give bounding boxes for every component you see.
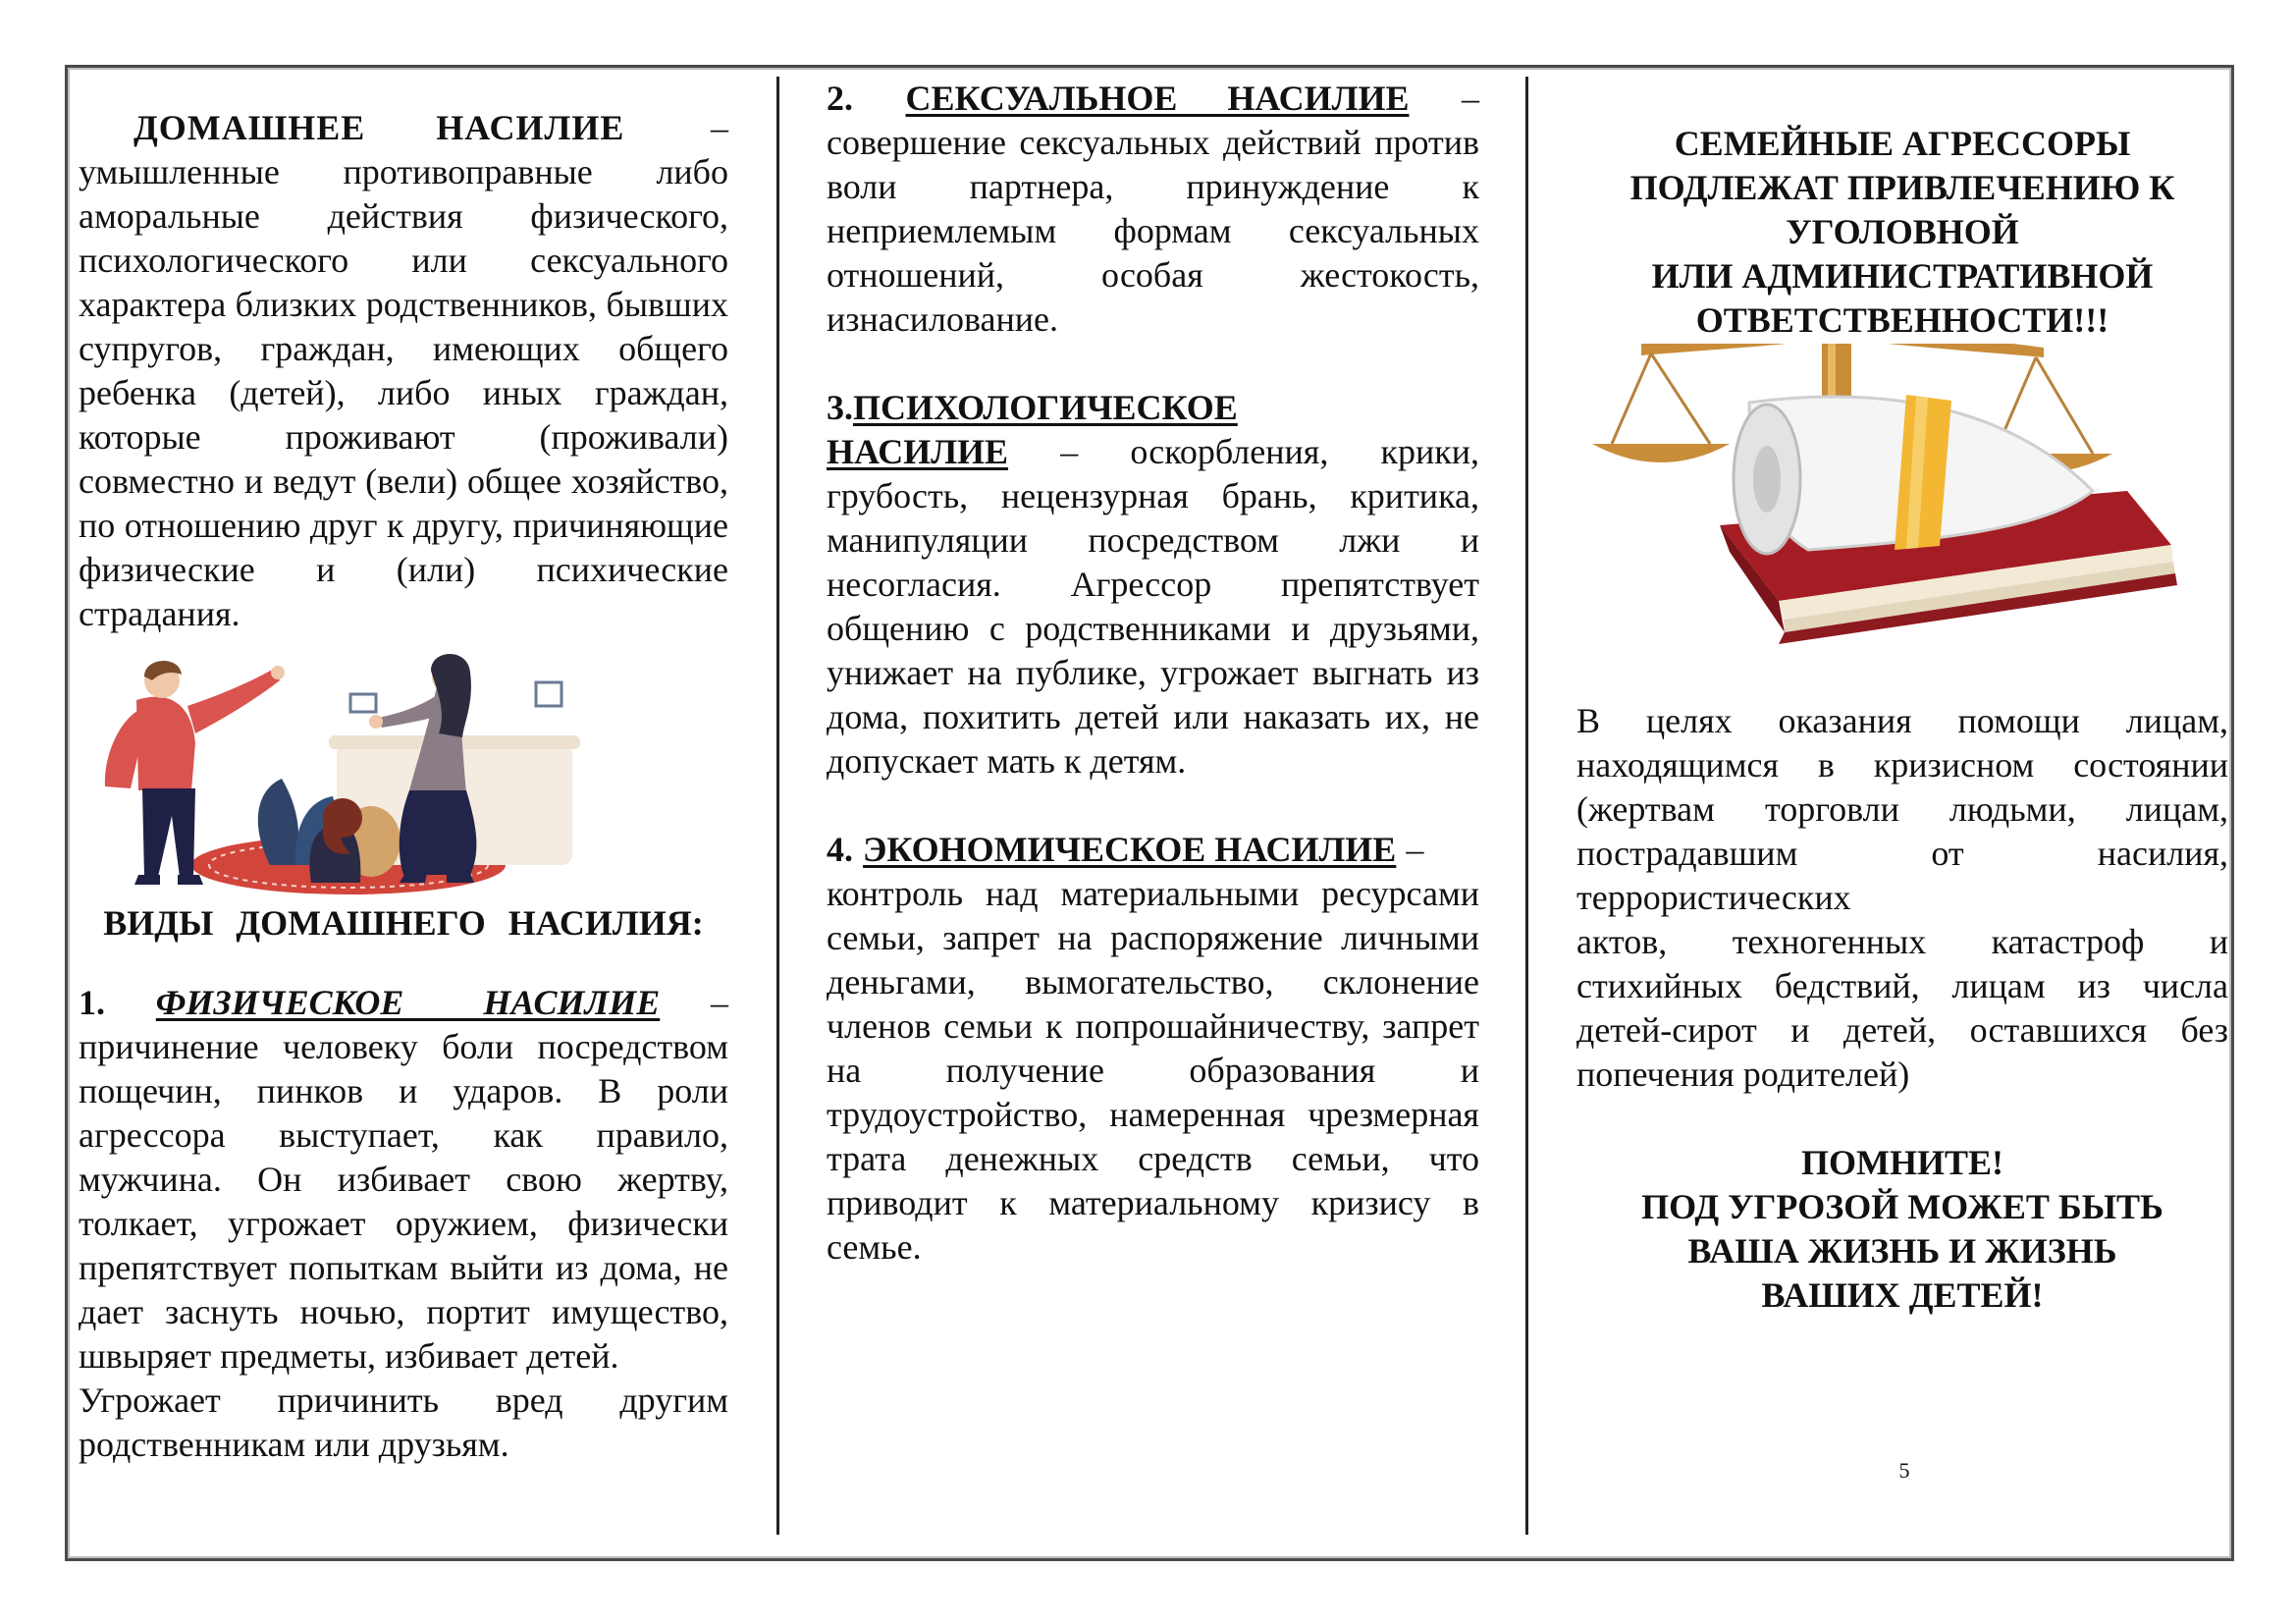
- sexual-heading-row: [827, 77, 1479, 121]
- psych-heading-line: [827, 386, 1479, 430]
- dv-term: ДОМАШНЕЕ НАСИЛИЕ: [133, 108, 625, 147]
- warning-line-5: ОТВЕТСТВЕННОСТИ!!!: [1695, 300, 2109, 340]
- sexual-term: СЕКСУАЛЬНОЕ НАСИЛИЕ: [905, 79, 1410, 118]
- warning-line-1: СЕМЕЙНЫЕ АГРЕССОРЫ: [1674, 124, 2131, 163]
- remember-block: [1576, 1141, 2228, 1318]
- remember-line-1: ПОМНИТЕ!: [1801, 1143, 2003, 1182]
- domestic-violence-illustration: [93, 643, 584, 903]
- sexual-dash: –: [1461, 79, 1479, 118]
- sexual-num: 2.: [827, 79, 853, 118]
- dv-definition: умышленные противоправные либо аморальные действия физического, психологического или сексуального характера близких родственников, бывших супругов, граждан, имеющих общего ребенка (детей), либо иных граждан, которые проживают (проживали) совместно и ведут (вели) общее хозяйство, по отношению друг к другу, причиняющие физические и (или) психические страдания.: [79, 152, 728, 633]
- sexual-text: совершение сексуальных действий против воли партнера, принуждение к неприемлемым формам сексуальных отношений, особая жестокость, изнасилование.: [827, 123, 1479, 339]
- column-2: [827, 77, 1479, 1270]
- physical-num: 1.: [79, 983, 105, 1022]
- econ-text: контроль над материальными ресурсами семьи, запрет на распоряжение личными деньгами, вымогательство, склонение членов семьи к попрошайничеству, запрет на получение образования и трудоустройство, намеренная чрезмерная трата денежных средств семьи, что приводит к материальному кризису в семье.: [827, 874, 1479, 1267]
- remember-line-4: ВАШИХ ДЕТЕЙ!: [1761, 1275, 2044, 1315]
- econ-term: ЭКОНОМИЧЕСКОЕ НАСИЛИЕ: [863, 830, 1397, 869]
- warning-line-2: ПОДЛЕЖАТ ПРИВЛЕЧЕНИЮ К: [1629, 168, 2175, 207]
- page-number: 5: [1898, 1458, 1910, 1483]
- column-divider-1: [776, 77, 779, 1535]
- types-heading: ВИДЫ ДОМАШНЕГО НАСИЛИЯ:: [103, 903, 704, 943]
- column-1: [79, 106, 728, 636]
- psych-term-2: НАСИЛИЕ: [827, 432, 1009, 471]
- physical-text-2: Угрожает причинить вред другим родственникам или друзьям.: [79, 1380, 728, 1464]
- physical-dash: –: [711, 983, 728, 1022]
- psych-text: – оскорбления, крики, грубость, нецензурная брань, критика, манипуляции посредством лжи и несогласия. Агрессор препятствует общению с родственниками и друзьями, унижает на публике, угрожает выгнать из дома, похитить детей или наказать их, не допускает мать к детям.: [827, 432, 1479, 781]
- warning-line-4: ИЛИ АДМИНИСТРАТИВНОЙ: [1651, 256, 2154, 296]
- column-divider-2: [1525, 77, 1528, 1535]
- psych-num: 3.: [827, 388, 853, 427]
- physical-term: ФИЗИЧЕСКОЕ НАСИЛИЕ: [155, 983, 661, 1022]
- help-text-b: актов, техногенных катастроф и стихийных бедствий, лицам из числа детей-сирот и детей, оставшихся без попечения родителей): [1576, 922, 2228, 1094]
- dv-heading-row: [79, 106, 728, 150]
- column-1-lower: [79, 901, 728, 1467]
- psych-term: ПСИХОЛОГИЧЕСКОЕ: [853, 388, 1238, 427]
- help-text-a: В целях оказания помощи лицам, находящимся в кризисном состоянии (жертвам торговли людьми, лицам, пострадавшим от насилия, террористических: [1576, 701, 2228, 917]
- remember-line-2: ПОД УГРОЗОЙ МОЖЕТ БЫТЬ: [1641, 1187, 2163, 1226]
- remember-line-3: ВАША ЖИЗНЬ И ЖИЗНЬ: [1687, 1231, 2117, 1271]
- econ-num: 4.: [827, 830, 853, 869]
- column-3: [1576, 122, 2228, 343]
- econ-heading-row: [827, 828, 1479, 872]
- warning-heading: [1576, 122, 2228, 343]
- econ-dash: –: [1406, 830, 1424, 869]
- physical-text: причинение человеку боли посредством пощечин, пинков и ударов. В роли агрессора выступает, как правило, мужчина. Он избивает свою жертву, толкает, угрожает оружием, физически препятствует попыткам выйти из дома, не дает заснуть ночью, портит имущество, швыряет предметы, избивает детей.: [79, 1027, 728, 1376]
- warning-line-3: УГОЛОВНОЙ: [1786, 212, 2019, 251]
- physical-heading-row: [79, 981, 728, 1025]
- psych-text-block: [827, 430, 1479, 784]
- dv-dash: –: [711, 108, 728, 147]
- column-3-lower: [1576, 699, 2228, 1318]
- scales-and-law-book-illustration: [1582, 344, 2191, 697]
